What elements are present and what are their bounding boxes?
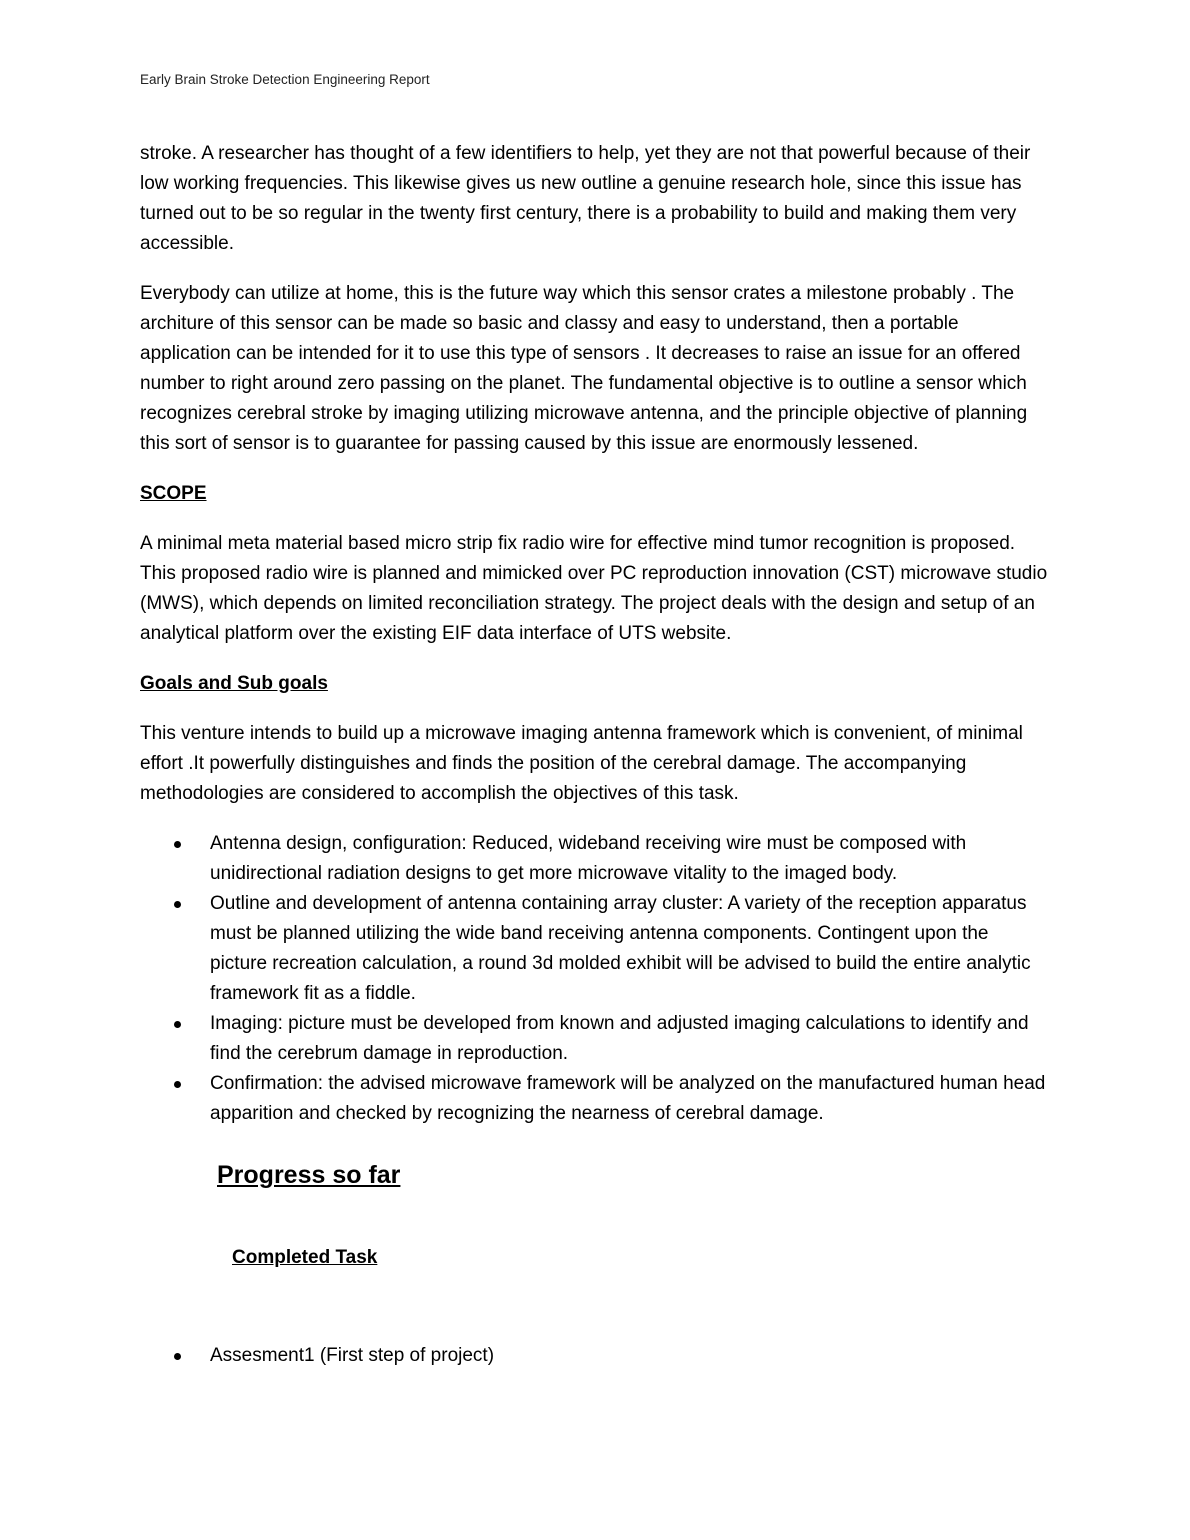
bullet-icon [174,901,181,908]
running-header: Early Brain Stroke Detection Engineering Report [140,72,430,87]
scope-heading: SCOPE [140,483,207,504]
bullet-icon [174,1081,181,1088]
bullet-icon [174,1353,181,1360]
goals-bullet-list [140,829,1050,1129]
intro-paragraph: Everybody can utilize at home, this is the future way which this sensor crates a milestone probably . The architure of this sensor can be made so basic and classy and easy to understand, then a portable application can be intended for it to use this type of sensors . It decreases to raise an issue for an offered number to right around zero passing on the planet. The fundamental objective is to outline a sensor which recognizes cerebral stroke by imaging utilizing microwave antenna, and the principle objective of planning this sort of sensor is to guarantee for passing caused by this issue are enormously lessened. [140,283,1028,454]
goals-paragraph: This venture intends to build up a microwave imaging antenna framework which is convenient, of minimal effort .It powerfully distinguishes and finds the position of the cerebral damage. The accompanying methodologies are considered to accomplish the objectives of this task. [140,723,1023,804]
completed-task-list [140,1341,1050,1371]
bullet-icon [174,1021,181,1028]
goals-heading: Goals and Sub goals [140,673,328,694]
list-item [210,1069,1050,1129]
list-item-text: Imaging: picture must be developed from known and adjusted imaging calculations to identify and find the cerebrum damage in reproduction. [210,1013,1029,1064]
list-item [210,1009,1050,1069]
list-item-text: Confirmation: the advised microwave framework will be analyzed on the manufactured human head apparition and checked by recognizing the nearness of cerebral damage. [210,1073,1046,1124]
list-item [210,889,1050,1009]
document-body [140,139,1050,1391]
list-item-text: Antenna design, configuration: Reduced, wideband receiving wire must be composed with unidirectional radiation designs to get more microwave vitality to the imaged body. [210,833,967,884]
bullet-icon [174,841,181,848]
intro-paragraph-continued: stroke. A researcher has thought of a few identifiers to help, yet they are not that powerful because of their low working frequencies. This likewise gives us new outline a genuine research hole, since this issue has turned out to be so regular in the twenty first century, there is a probability to build and making them very accessible. [140,143,1031,254]
progress-heading: Progress so far [217,1161,401,1189]
scope-paragraph: A minimal meta material based micro strip fix radio wire for effective mind tumor recognition is proposed. This proposed radio wire is planned and mimicked over PC reproduction innovation (CST) microwave studio (MWS), which depends on limited reconciliation strategy. The project deals with the design and setup of an analytical platform over the existing EIF data interface of UTS website. [140,533,1048,644]
list-item-text: Outline and development of antenna containing array cluster: A variety of the reception apparatus must be planned utilizing the wide band receiving antenna components. Contingent upon the picture recreation calculation, a round 3d molded exhibit will be advised to build the entire analytic framework fit as a fiddle. [210,893,1031,1004]
completed-task-heading: Completed Task [232,1247,378,1268]
list-item [210,829,1050,889]
list-item [210,1341,1050,1371]
list-item-text: Assesment1 (First step of project) [210,1345,495,1366]
